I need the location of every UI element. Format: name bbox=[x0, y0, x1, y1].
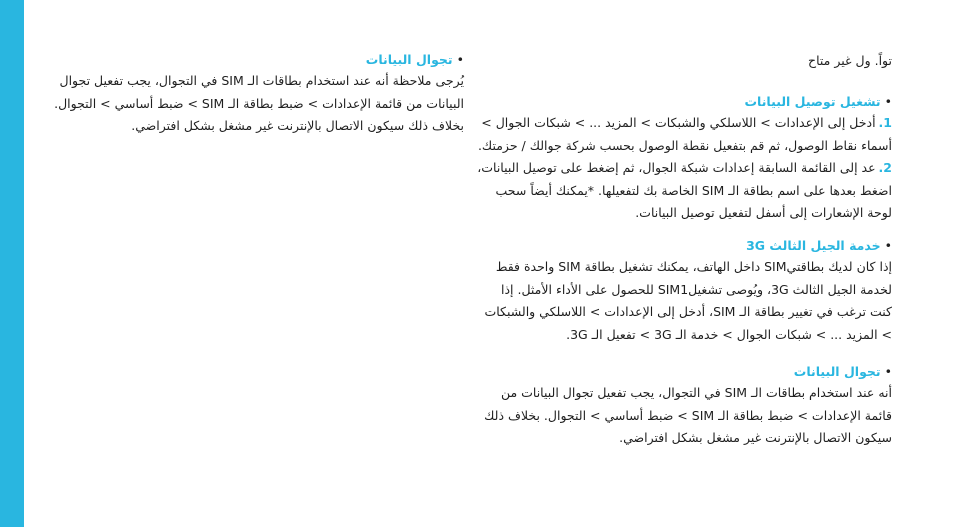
step-number: 1. bbox=[878, 115, 892, 130]
paragraph-line: بخلاف ذلك سيكون الاتصال بالإنترنت غير مشغل بشكل افتراضي. bbox=[131, 118, 464, 133]
section-heading: •تجوال البيانات bbox=[365, 52, 464, 67]
step-2-line-2: اضغط بعدها على اسم بطاقة الـ SIM الخاصة بك لتفعيلها. *يمكنك أيضاً سحب bbox=[495, 182, 892, 198]
step-2-line-3: لوحة الإشعارات إلى أسفل لتفعيل توصيل البيانات. bbox=[635, 205, 892, 220]
accent-side-strip bbox=[0, 0, 24, 527]
bullet-icon: • bbox=[456, 52, 464, 67]
bullet-icon: • bbox=[884, 364, 892, 379]
step-2-line: 2.عد إلى القائمة السابقة إعدادات شبكة الجوال، ثم إضغط على توصيل البيانات، bbox=[477, 160, 892, 175]
paragraph-line: سيكون الاتصال بالإنترنت غير مشغل بشكل افتراضي. bbox=[619, 430, 892, 445]
roaming-note-section bbox=[54, 50, 464, 138]
step-1-line: 1.أدخل إلى الإعدادات > اللاسلكي والشبكات > المزيد ... > شبكات الجوال > bbox=[481, 115, 892, 130]
paragraph-line: إذا كان لديك بطاقتيSIM داخل الهاتف، يمكنك تشغيل بطاقة SIM واحدة فقط bbox=[495, 259, 892, 274]
step-1-line-2: أسماء نقاط الوصول، ثم قم بتفعيل نقطة الوصول بحسب شركة جوالك / حزمتك. bbox=[477, 137, 892, 153]
data-connection-section bbox=[477, 92, 892, 225]
paragraph-line: > المزيد ... > شبكات الجوال > خدمة الـ 3G > تفعيل الـ 3G. bbox=[566, 326, 892, 342]
paragraph-line: أنه عند استخدام بطاقات الـ SIM في التجوال، يجب تفعيل تجوال البيانات من bbox=[500, 385, 892, 400]
step-number: 2. bbox=[878, 160, 892, 175]
paragraph-line: يُرجى ملاحظة أنه عند استخدام بطاقات الـ SIM في التجوال، يجب تفعيل تجوال bbox=[59, 73, 464, 88]
third-gen-section bbox=[484, 236, 892, 346]
bullet-icon: • bbox=[884, 238, 892, 253]
section-heading: •خدمة الجيل الثالث 3G bbox=[746, 238, 892, 253]
paragraph-line: البيانات من قائمة الإعدادات > ضبط بطاقة الـ SIM > ضبط أساسي > التجوال. bbox=[54, 95, 464, 111]
roaming-section bbox=[484, 362, 892, 450]
paragraph-line: لخدمة الجيل الثالث 3G، ويُوصى تشغيلSIM1 للحصول على الأداء الأمثل. إذا bbox=[500, 281, 892, 297]
paragraph-line: قائمة الإعدادات > ضبط بطاقة الـ SIM > ضبط أساسي > التجوال. بخلاف ذلك bbox=[484, 407, 892, 423]
bullet-icon: • bbox=[884, 94, 892, 109]
continued-text: تواً. ول غير متاح bbox=[808, 53, 892, 68]
paragraph-line: كنت ترغب في تغيير بطاقة الـ SIM، أدخل إلى الإعدادات > اللاسلكي والشبكات bbox=[484, 304, 892, 319]
section-heading: •تجوال البيانات bbox=[793, 364, 892, 379]
section-heading: •تشغيل توصيل البيانات bbox=[744, 94, 892, 109]
